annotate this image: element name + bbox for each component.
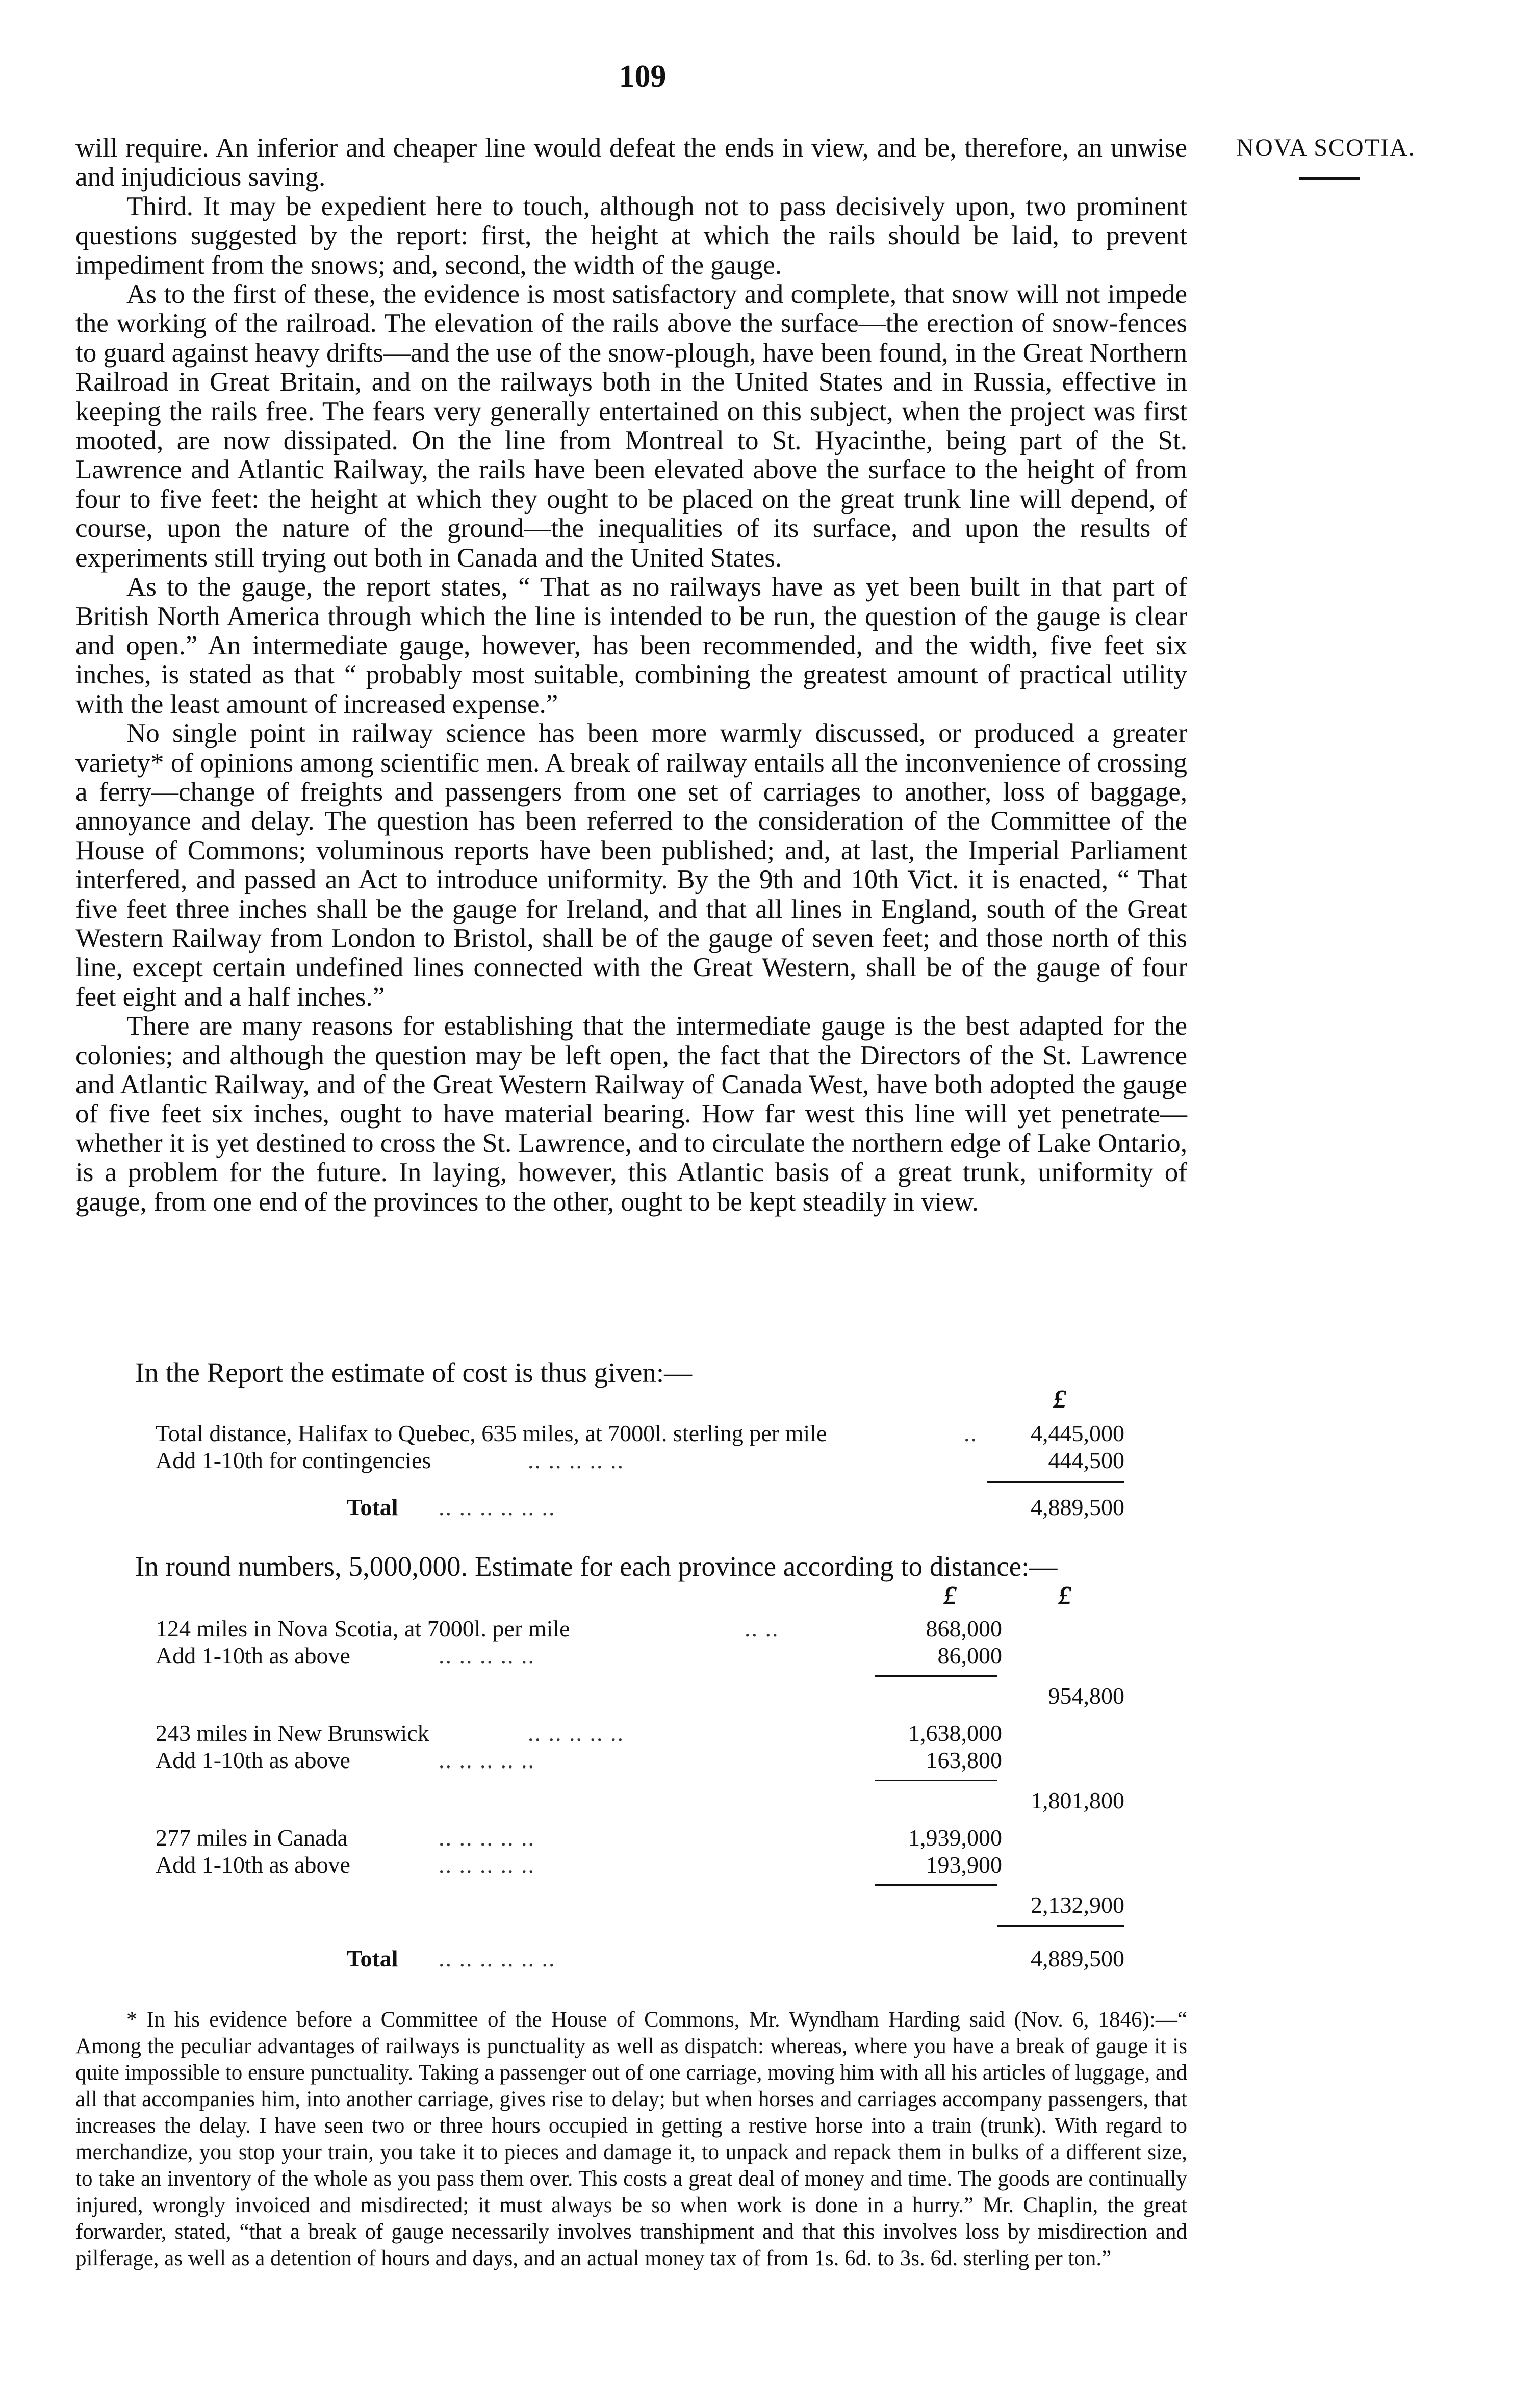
pound-column-header: £ (943, 1581, 957, 1610)
leader-dots: .. .. .. .. .. (439, 1643, 535, 1669)
page-number: 109 (619, 59, 667, 94)
leader-dots: .. .. .. .. .. (528, 1720, 624, 1746)
province-row-amount: 868,000 (926, 1616, 1002, 1642)
estimate-total-amount: 4,889,500 (1031, 1494, 1124, 1520)
paragraph: will require. An inferior and cheaper line would defeat the ends in view, and be, therefore, an unwise and injudicious saving. (75, 133, 1187, 192)
province-total-label: Total (347, 1945, 398, 1971)
province-subtotal-row (156, 1683, 1124, 1709)
paragraph: Third. It may be expedient here to touch, although not to pass decisively upon, two prominent questions suggested by the report: first, the height at which the rails should be laid, to prevent impediment from the snows; and, second, the width of the gauge. (75, 191, 1187, 280)
province-row-label: Add 1-10th as above (156, 1852, 350, 1878)
pound-column-header: £ (1053, 1385, 1066, 1414)
province-row (156, 1852, 1124, 1878)
sum-rule (875, 1675, 997, 1677)
paragraph: There are many reasons for establishing that the intermediate gauge is the best adapted for the colonies; and although the question may be left open, the fact that the Directors of the St. Lawrence and Atlantic Railway, and of the Great Western Railway of Canada West, have both adopted the gauge of five feet six inches, ought to have material bearing. How far west this line will yet penetrate—whether it is yet destined to cross the St. Lawrence, and to circulate the northern edge of Lake Ontario, is a problem for the future. In laying, however, this Atlantic basis of a great trunk, uniformity of gauge, from one end of the provinces to the other, ought to be kept steadily in view. (75, 1011, 1187, 1217)
pound-column-header: £ (1058, 1581, 1071, 1610)
province-row-label: Add 1-10th as above (156, 1747, 350, 1773)
estimate-intro: In the Report the estimate of cost is thus given:— (135, 1357, 693, 1388)
province-row (156, 1825, 1124, 1851)
footnote (75, 2007, 1187, 2272)
estimate-row-amount: 444,500 (1048, 1447, 1124, 1473)
sum-rule (875, 1884, 997, 1886)
province-row-amount: 86,000 (937, 1643, 1002, 1669)
paragraph: No single point in railway science has been more warmly discussed, or produced a greater variety* of opinions among scientific men. A break of railway entails all the inconvenience of crossing a ferry—change of freights and passengers from one set of carriages to another, loss of baggage, annoyance and delay. The question has been referred to the consideration of the Committee of the House of Commons; voluminous reports have been published; and, at last, the Imperial Parliament interfered, and passed an Act to introduce uniformity. By the 9th and 10th Vict. it is enacted, “ That five feet three inches shall be the gauge for Ireland, and that all lines in England, south of the Great Western Railway from London to Bristol, shall be of the gauge of seven feet; and those north of this line, except certain undefined lines connected with the Great Western, shall be of the gauge of four feet eight and a half inches.” (75, 719, 1187, 1012)
province-subtotal-amount: 2,132,900 (1031, 1892, 1124, 1918)
margin-heading: NOVA SCOTIA. (1236, 134, 1416, 161)
estimate-total-label: Total (347, 1494, 398, 1520)
estimate-row (156, 1420, 1124, 1447)
leader-dots: .. .. .. .. .. (439, 1852, 535, 1878)
paragraph: As to the gauge, the report states, “ That as no railways have as yet been built in that part of British North America through which the line is intended to be run, the question of the gauge is clear and open.” An intermediate gauge, however, has been recommended, and the width, five feet six inches, is stated as that “ probably most suitable, combining the greatest amount of practical utility with the least amount of increased expense.” (75, 572, 1187, 719)
footnote-text: * In his evidence before a Committee of the House of Commons, Mr. Wyndham Harding said (Nov. 6, 1846):—“ Among the peculiar advantages of railways is punctuality as well as dispatch: whereas, where you have a break of gauge it is quite impossible to ensure punctuality. Taking a passenger out of one carriage, moving him with all his articles of luggage, and all that accompanies him, into another carriage, gives rise to delay; but when horses and carriages accompany passengers, that increases the delay. I have seen two or three hours occupied in getting a restive horse into a train (trunk). With regard to merchandize, you stop your train, you take it to pieces and damage it, to unpack and repack them in bulks of a different size, to take an inventory of the whole as you pass them over. This costs a great deal of money and time. The goods are continually injured, wrongly invoiced and misdirected; it must always be so when work is done in a hurry.” Mr. Chaplin, the great forwarder, stated, “that a break of gauge necessarily involves transhipment and that this involves loss by misdirection and pilferage, as well as a detention of hours and days, and an actual money tax of from 1s. 6d. to 3s. 6d. sterling per ton.” (75, 2008, 1187, 2270)
estimate-row-label: Add 1-10th for contingencies (156, 1447, 431, 1473)
leader-dots: .. .. .. .. .. (528, 1447, 624, 1473)
paragraph: As to the first of these, the evidence is most satisfactory and complete, that snow will not impede the working of the railroad. The elevation of the rails above the surface—the erection of snow-fences to guard against heavy drifts—and the use of the snow-plough, have been found, in the Great Northern Railroad in Great Britain, and on the railways both in the United States and in Russia, effective in keeping the rails free. The fears very generally entertained on this subject, when the project was first mooted, are now dissipated. On the line from Montreal to St. Hyacinthe, being part of the St. Lawrence and Atlantic Railway, the rails have been elevated above the surface to the height of from four to five feet: the height at which they ought to be placed on the great trunk line will depend, of course, upon the nature of the ground—the inequalities of its surface, and upon the results of experiments still trying out both in Canada and the United States. (75, 279, 1187, 573)
province-row (156, 1720, 1124, 1747)
province-subtotal-amount: 954,800 (1048, 1683, 1124, 1709)
province-row (156, 1747, 1124, 1774)
province-subtotal-row (156, 1787, 1124, 1814)
estimate-row-amount: 4,445,000 (1031, 1420, 1124, 1446)
province-row-amount: 193,900 (926, 1852, 1002, 1878)
province-row-amount: 163,800 (926, 1747, 1002, 1773)
province-row-label: Add 1-10th as above (156, 1643, 350, 1669)
province-row-label: 277 miles in Canada (156, 1825, 348, 1851)
province-row-amount: 1,638,000 (908, 1720, 1002, 1746)
leader-dots: .. (964, 1420, 978, 1446)
leader-dots: .. .. .. .. .. (439, 1825, 535, 1851)
leader-dots: .. .. .. .. .. (439, 1747, 535, 1773)
leader-dots: .. .. (745, 1616, 779, 1642)
leader-dots: .. .. .. .. .. .. (439, 1494, 556, 1520)
sum-rule (987, 1481, 1124, 1483)
province-total-amount: 4,889,500 (1031, 1945, 1124, 1971)
sum-rule (875, 1780, 997, 1781)
province-row (156, 1616, 1124, 1642)
province-subtotal-amount: 1,801,800 (1031, 1787, 1124, 1813)
province-row-label: 124 miles in Nova Scotia, at 7000l. per mile (156, 1616, 570, 1642)
margin-heading-rule (1299, 177, 1360, 180)
province-estimate-intro: In round numbers, 5,000,000. Estimate for each province according to distance:— (135, 1551, 1058, 1582)
sum-rule (997, 1925, 1124, 1927)
province-total-row (156, 1945, 1124, 1972)
leader-dots: .. .. .. .. .. .. (439, 1945, 556, 1971)
estimate-row-label: Total distance, Halifax to Quebec, 635 miles, at 7000l. sterling per mile (156, 1420, 827, 1446)
province-row-label: 243 miles in New Brunswick (156, 1720, 429, 1746)
province-subtotal-row (156, 1892, 1124, 1918)
estimate-row (156, 1447, 1124, 1474)
province-row (156, 1643, 1124, 1669)
estimate-total-row (156, 1494, 1124, 1521)
province-row-amount: 1,939,000 (908, 1825, 1002, 1851)
body-text (75, 134, 1187, 1217)
